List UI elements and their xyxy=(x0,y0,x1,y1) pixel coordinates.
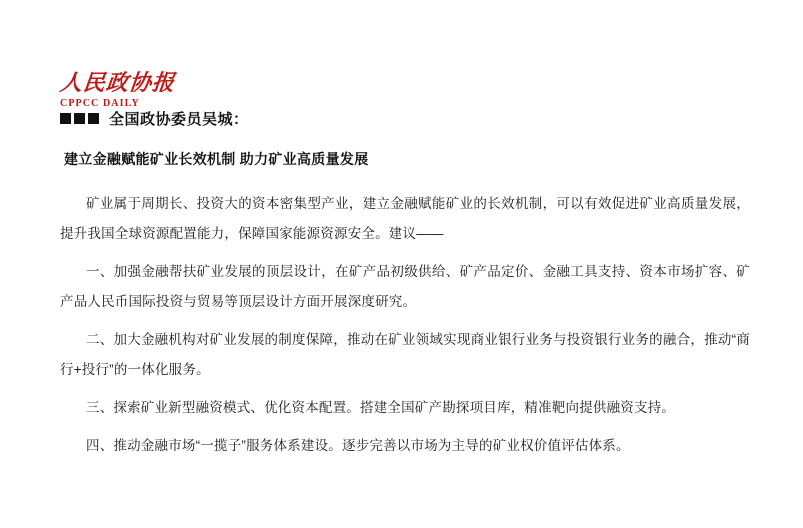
article-byline: 全国政协委员吴城： xyxy=(109,111,249,128)
bullet-squares-icon xyxy=(60,113,99,124)
article-paragraph: 四、推动金融市场“一揽子”服务体系建设。逐步完善以市场为主导的矿业权价值评估体系。 xyxy=(86,438,630,453)
article-paragraph: 一、加强金融帮扶矿业发展的顶层设计，在矿产品初级供给、矿产品定价、金融工具支持、资本市场扩容、矿产品人民币国际投资与贸易等顶层设计方面开展深度研究。 xyxy=(60,264,750,309)
article-subhead: 建立金融赋能矿业长效机制 助力矿业高质量发展 xyxy=(64,151,369,167)
article-paragraph: 矿业属于周期长、投资大的资本密集型产业，建立金融赋能矿业的长效机制，可以有效促进矿业高质量发展，提升我国全球资源配置能力，保障国家能源资源安全。建议—— xyxy=(60,196,750,241)
byline-row xyxy=(60,108,750,129)
article-body xyxy=(60,108,750,469)
article-paragraph: 二、加大金融机构对矿业发展的制度保障，推动在矿业领域实现商业银行业务与投资银行业务的融合，推动“商行+投行”的一体化服务。 xyxy=(60,332,750,377)
masthead-english-title: CPPCC DAILY xyxy=(60,98,140,109)
masthead-chinese-title: 人民政协报 xyxy=(58,70,177,96)
article-paragraph: 三、探索矿业新型融资模式、优化资本配置。搭建全国矿产勘探项目库，精准靶向提供融资支持。 xyxy=(86,400,676,415)
newspaper-masthead xyxy=(60,72,180,109)
